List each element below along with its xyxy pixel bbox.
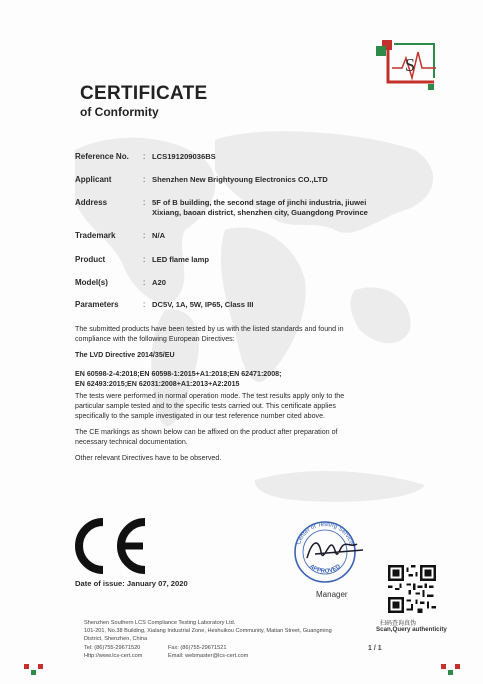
field-value-models: A20 <box>152 278 166 287</box>
standards-line: EN 60598-2-4:2018;EN 60598-1:2015+A1:2018;EN 62471:2008; <box>75 370 282 378</box>
field-label-address: Address <box>75 198 108 207</box>
corner-square <box>31 670 36 675</box>
approved-stamp <box>285 518 373 590</box>
issue-date: Date of issue: January 07, 2020 <box>75 579 188 588</box>
qr-code[interactable] <box>388 565 436 613</box>
field-colon: : <box>143 198 146 207</box>
field-value-reference: LCS191209036BS <box>152 152 216 161</box>
footer-fax: Fax: (86)755-29671521 <box>168 645 227 651</box>
field-value-applicant: Shenzhen New Brightyoung Electronics CO.,LTD <box>152 175 328 184</box>
qr-caption-cn: 扫码查询真伪 <box>380 621 417 627</box>
field-value-address-line1: 5F of B building, the second stage of jinchi industria, jiuwei <box>152 198 367 207</box>
intro-line: The submitted products have been tested by us with the listed standards and found in <box>75 325 344 333</box>
field-label-product: Product <box>75 255 106 264</box>
field-colon: : <box>143 300 146 309</box>
field-colon: : <box>143 152 146 161</box>
corner-square <box>24 664 29 669</box>
footer-address-line1: 101-201, No.38 Building, Xialang Industrial Zone, Heshuikou Community, Matian Street, Guangming <box>84 628 332 634</box>
field-value-address-line2: Xixiang, baoan district, shenzhen city, Guangdong Province <box>152 208 368 217</box>
certificate-subtitle: of Conformity <box>80 105 159 119</box>
field-label-reference: Reference No. <box>75 152 129 161</box>
field-colon: : <box>143 278 146 287</box>
footer-website[interactable]: Http://www.lcs-cert.com <box>84 653 143 659</box>
certificate-title: CERTIFICATE <box>80 83 208 104</box>
field-value-product: LED flame lamp <box>152 255 209 264</box>
ce-line: The CE markings as shown below can be affixed on the product after preparation of <box>75 428 338 436</box>
tests-line: particular sample tested and to the specific tests carried out. This certificate applies <box>75 402 336 410</box>
footer-email[interactable]: Email: webmaster@lcs-cert.com <box>168 653 249 659</box>
tests-line: The tests were performed in normal operation mode. The test results apply only to the <box>75 392 345 400</box>
intro-line: compliance with the following European Directives: <box>75 335 235 343</box>
ce-paragraph <box>75 427 415 447</box>
field-label-trademark: Trademark <box>75 231 116 240</box>
standards-line: EN 62493:2015;EN 62031:2008+A1:2013+A2:2015 <box>75 380 240 388</box>
corner-square <box>38 664 43 669</box>
corner-square <box>441 664 446 669</box>
field-label-models: Model(s) <box>75 278 108 287</box>
intro-paragraph <box>75 324 415 344</box>
lcs-logo <box>374 38 442 90</box>
field-value-trademark: N/A <box>152 231 166 240</box>
ce-line: necessary technical documentation. <box>75 438 188 446</box>
qr-caption-en: Scan,Query authenticity <box>376 626 447 633</box>
stamp-ring-top: Center of Testing Service <box>296 521 354 546</box>
footer-address-line2: District, Shenzhen, China <box>84 636 148 642</box>
corner-square <box>455 664 460 669</box>
field-label-parameters: Parameters <box>75 300 119 309</box>
directive-name: The LVD Directive 2014/35/EU <box>75 351 175 359</box>
ce-mark-icon <box>73 518 153 574</box>
field-colon: : <box>143 255 146 264</box>
field-value-parameters: DC5V, 1A, 5W, IP65, Class III <box>152 300 254 309</box>
footer-tel: Tel: (86)755-29671520 <box>84 645 141 651</box>
corner-square <box>448 670 453 675</box>
stamp-ring-bottom: APPROVED <box>308 563 342 575</box>
field-label-applicant: Applicant <box>75 175 112 184</box>
standards-list <box>75 369 415 389</box>
field-colon: : <box>143 175 146 184</box>
tests-paragraph <box>75 391 415 421</box>
signature-title: Manager <box>316 590 348 599</box>
tests-line: specifically to the sample investigated in our test reference number cited above. <box>75 412 325 420</box>
footer-company: Shenzhen Southern LCS Compliance Testing Laboratory Ltd. <box>84 620 236 626</box>
field-colon: : <box>143 231 146 240</box>
other-directives: Other relevant Directives have to be observed. <box>75 454 222 462</box>
svg-text:S: S <box>404 55 416 75</box>
page-number: 1 / 1 <box>368 645 382 652</box>
svg-text:APPROVED <box>308 563 342 574</box>
